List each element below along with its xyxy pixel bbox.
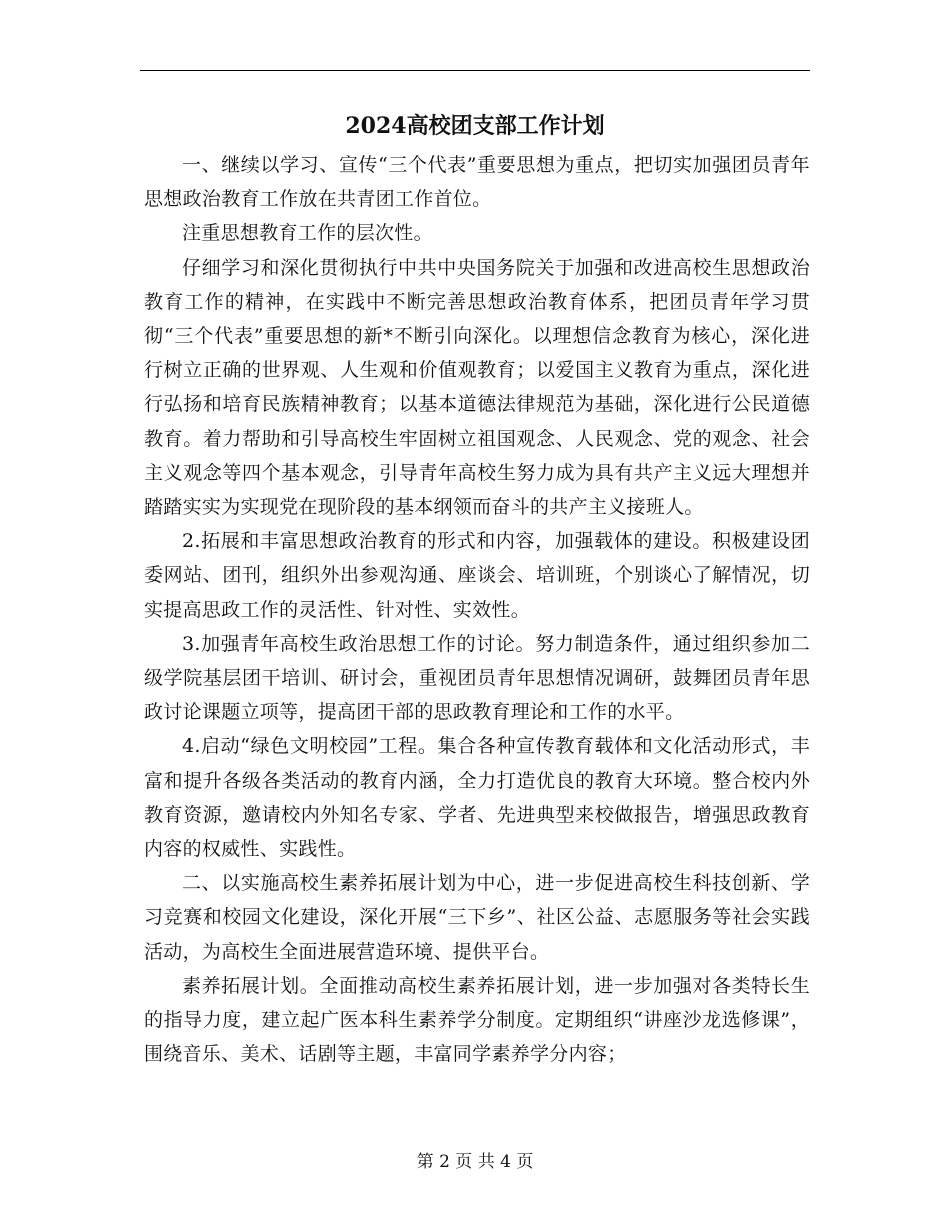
paragraph: 3.加强青年高校生政治思想工作的讨论。努力制造条件，通过组织参加二级学院基层团干培训、研讨会，重视团员青年思想情况调研，鼓舞团员青年思政讨论课题立项等，提高团干部的思政教育理论和工作的水平。 <box>144 632 810 724</box>
paragraph: 一、继续以学习、宣传“三个代表”重要思想为重点，把切实加强团员青年思想政治教育工作放在共青团工作首位。 <box>144 154 810 211</box>
document-title: 2024高校团支部工作计划 <box>345 113 605 139</box>
document-body <box>144 148 810 1071</box>
header-rule <box>140 70 810 71</box>
paragraph: 注重思想教育工作的层次性。 <box>182 222 433 245</box>
paragraph: 4.启动“绿色文明校园”工程。集合各种宣传教育载体和文化活动形式，丰富和提升各级各类活动的教育内涵，全力打造优良的教育大环境。整合校内外教育资源，邀请校内外知名专家、学者、先进典型来校做报告，增强思政教育内容的权威性、实践性。 <box>144 735 810 861</box>
paragraph: 2.拓展和丰富思想政治教育的形式和内容，加强载体的建设。积极建设团委网站、团刊，组织外出参观沟通、座谈会、培训班，个别谈心了解情况，切实提高思政工作的灵活性、针对性、实效性。 <box>144 530 810 621</box>
paragraph: 仔细学习和深化贯彻执行中共中央国务院关于加强和改进高校生思想政治教育工作的精神，在实践中不断完善思想政治教育体系，把团员青年学习贯彻“三个代表”重要思想的新*不断引向深化。以理想信念教育为核心，深化进行树立正确的世界观、人生观和价值观教育；以爱国主义教育为重点，深化进行弘扬和培育民族精神教育；以基本道德法律规范为基础，深化进行公民道德教育。着力帮助和引导高校生牢固树立祖国观念、人民观念、党的观念、社会主义观念等四个基本观念，引导青年高校生努力成为具有共产主义远大理想并踏踏实实为实现党在现阶段的基本纲领而奋斗的共产主义接班人。 <box>144 256 810 519</box>
page-number-footer: 第 2 页 共 4 页 <box>416 1152 534 1172</box>
paragraph: 素养拓展计划。全面推动高校生素养拓展计划，进一步加强对各类特长生的指导力度，建立起广医本科生素养学分制度。定期组织“讲座沙龙选修课”，围绕音乐、美术、话剧等主题，丰富同学素养学分内容； <box>144 974 810 1066</box>
paragraph: 二、以实施高校生素养拓展计划为中心，进一步促进高校生科技创新、学习竞赛和校园文化建设，深化开展“三下乡”、社区公益、志愿服务等社会实践活动，为高校生全面进展营造环境、提供平台。 <box>144 872 810 963</box>
